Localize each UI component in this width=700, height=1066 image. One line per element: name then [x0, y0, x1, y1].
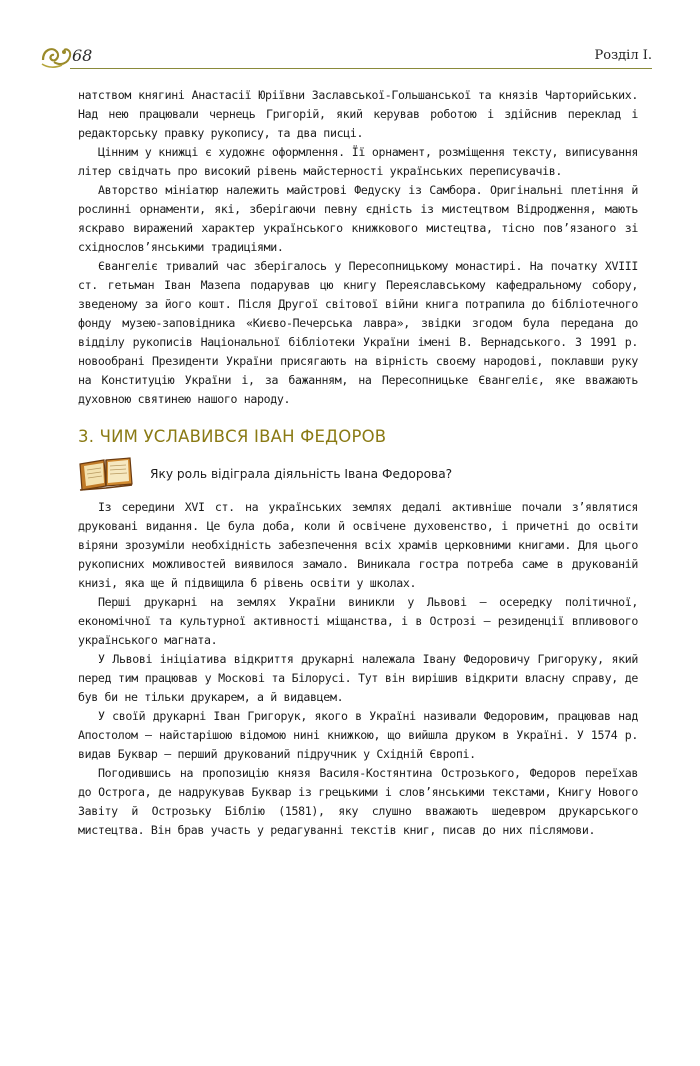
page-content [78, 86, 638, 840]
paragraph: Із середини XVI ст. на українських землях дедалі активніше почали з’являтися друковані видання. Це була доба, коли й освічене духовенство, і причетні до освіти віряни зрозуміли необхідність забезпечення всіх храмів церковними книгами. Для цього рукописних можливостей виявилося замало. Виникала гостра потреба саме в друкованій книзі, яка ще й підвищила б рівень освіти у школах. [78, 500, 638, 590]
paragraph: натством княгині Анастасії Юріївни Заславської-Гольшанської та князів Чарторийських. Над нею працювали чернець Григорій, який керував роботою і здійснив переклад і редакторську правку рукопису, та два писці. [78, 88, 638, 140]
section-heading: 3. ЧИМ УСЛАВИВСЯ ІВАН ФЕДОРОВ [78, 427, 387, 446]
header-rule [70, 68, 652, 69]
paragraph: Погодившись на пропозицію князя Василя-Костянтина Острозького, Федоров переїхав до Острога, де надрукував Буквар із грецькими і слов’янськими текстами, Книгу Нового Завіту й Острозьку Біблію (1581), яку слушно вважають шедевром друкарського мистецтва. Він брав участь у редагуванні текстів книг, писав до них післямови. [78, 766, 638, 837]
ornament-icon [40, 40, 74, 70]
section-label: Розділ I. [594, 48, 652, 63]
paragraph: Євангеліє тривалий час зберігалось у Пересопницькому монастирі. На початку XVIII ст. гетьман Іван Мазепа подарував цю книгу Переяславському кафедральному собору, зведеному за його кошт. Після Другої світової війни книга потрапила до бібліотечного фонду музею-заповідника «Києво-Печерська лавра», звідки згодом була передана до відділу рукописів Національної бібліотеки України імені В. Вернадського. З 1991 р. новообрані Президенти України присягають на вірність своєму народові, поклавши руку на Конституцію України і, за бажанням, на Пересопницьке Євангеліє, яке вважають духовною святинею нашого народу. [78, 259, 638, 406]
paragraph: Цінним у книжці є художнє оформлення. Її орнамент, розміщення тексту, виписування літер свідчать про високий рівень майстерності українських переписувачів. [78, 145, 638, 178]
paragraph: Авторство мініатюр належить майстрові Федуску із Самбора. Оригінальні плетіння й рослинні орнаменти, які, зберігаючи певну єдність із мистецтвом Відродження, мають яскраво виражений характер українського книжкового мистецтва, тісно пов’язаного зі східнослов’янськими традиціями. [78, 183, 638, 254]
page-number: 68 [72, 46, 93, 65]
open-book-icon [76, 454, 136, 494]
paragraph: У Львові ініціатива відкриття друкарні належала Івану Федоровичу Григоруку, який перед тим працював у Москові та Білорусі. Тут він вирішив відкрити власну справу, де був би не тільки друкарем, а й видавцем. [78, 652, 638, 704]
question-block [78, 452, 638, 496]
paragraph: Перші друкарні на землях України виникли у Львові — осередку політичної, економічної та культурної активності міщанства, і в Острозі — резиденції впливового українського магната. [78, 595, 638, 647]
question-text: Яку роль відіграла діяльність Івана Федорова? [150, 467, 453, 481]
page-header [40, 38, 656, 78]
paragraph: У своїй друкарні Іван Григорук, якого в Україні називали Федоровим, працював над Апостолом — найстарішою відомою нині книжкою, що вийшла друком в Україні. У 1574 р. видав Буквар — перший друкований підручник у Східній Європі. [78, 709, 638, 761]
